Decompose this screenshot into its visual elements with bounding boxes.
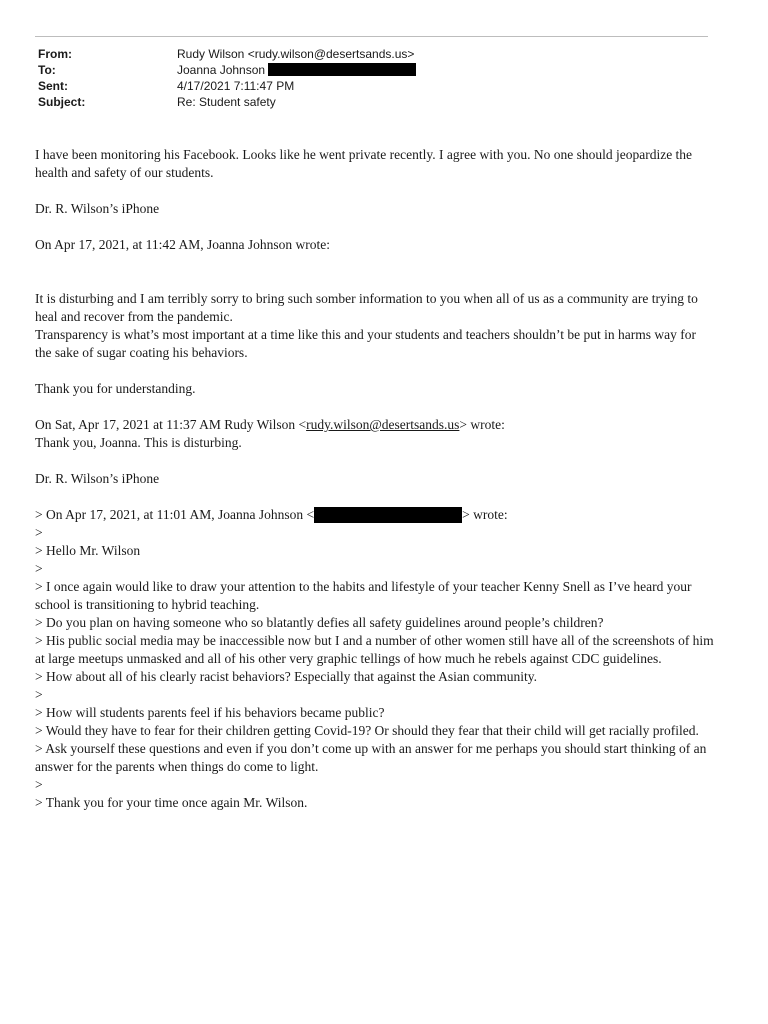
redaction-block: [268, 63, 416, 76]
reply-text: I have been monitoring his Facebook. Looks like he went private recently. I agree with you. No one should jeopardize the health and safety of our students.: [35, 147, 693, 180]
quoted-paragraph-2: Transparency is what’s most important at a time like this and your students and teachers shouldn’t be put in harms way for the sake of sugar coating his behaviors.: [35, 327, 697, 360]
to-value: Joanna Johnson: [177, 63, 266, 77]
subject-label: Subject:: [38, 95, 86, 109]
quoted-line: > Ask yourself these questions and even if you don’t come up with an answer for me perhaps you should start thinking of an answer for the parents when things do come to light.: [35, 741, 707, 774]
quoted-line: > I once again would like to draw your attention to the habits and lifestyle of your teacher Kenny Snell as I’ve heard your school is transitioning to hybrid teaching.: [35, 579, 692, 612]
from-label: From:: [38, 47, 72, 61]
top-divider: [35, 36, 708, 37]
quoted-message: [35, 524, 715, 812]
quoted-line: > Do you plan on having someone who so blatantly defies all safety guidelines around people’s children?: [35, 615, 604, 630]
quoted-line: >: [35, 525, 43, 540]
signature-1: Dr. R. Wilson’s iPhone: [35, 201, 160, 216]
quote-header-2: [35, 416, 715, 434]
quote-header-1: On Apr 17, 2021, at 11:42 AM, Joanna Johnson wrote:: [35, 237, 330, 252]
sent-label: Sent:: [38, 79, 68, 93]
quote-header-2-suffix: > wrote:: [459, 417, 505, 432]
email-link[interactable]: rudy.wilson@desertsands.us: [306, 417, 460, 432]
quote-header-3-suffix: > wrote:: [462, 507, 508, 522]
to-row: [38, 62, 416, 78]
redaction-block: [314, 507, 462, 523]
to-value-wrap: [177, 62, 416, 78]
quote-header-2-prefix: On Sat, Apr 17, 2021 at 11:37 AM Rudy Wilson <: [35, 417, 307, 432]
quoted-line: > How about all of his clearly racist behaviors? Especially that against the Asian community.: [35, 669, 537, 684]
quote-2-text: Thank you, Joanna. This is disturbing.: [35, 435, 242, 450]
quote-header-3: [35, 506, 715, 524]
quoted-line: > His public social media may be inaccessible now but I and a number of other women still have all of the screenshots of him at large meetups unmasked and all of his other very graphic tellings of how much he rebels against CDC guidelines.: [35, 633, 714, 666]
subject-row: [38, 94, 416, 110]
email-header: [38, 46, 416, 110]
to-label: To:: [38, 63, 56, 77]
quoted-line: > Would they have to fear for their children getting Covid-19? Or should they fear that their child will get racially profiled.: [35, 723, 699, 738]
email-body: [35, 146, 715, 812]
quoted-line: > Hello Mr. Wilson: [35, 543, 141, 558]
subject-value: Re: Student safety: [177, 95, 276, 109]
quoted-line: > Thank you for your time once again Mr. Wilson.: [35, 795, 308, 810]
from-row: [38, 46, 416, 62]
quoted-line: > How will students parents feel if his behaviors became public?: [35, 705, 385, 720]
quoted-line: >: [35, 777, 43, 792]
quoted-paragraph-3: Thank you for understanding.: [35, 381, 196, 396]
quoted-line: >: [35, 687, 43, 702]
quoted-line: >: [35, 561, 43, 576]
quote-header-3-prefix: > On Apr 17, 2021, at 11:01 AM, Joanna Johnson <: [35, 507, 315, 522]
quoted-paragraph-1: It is disturbing and I am terribly sorry to bring such somber information to you when all of us as a community are trying to heal and recover from the pandemic.: [35, 291, 698, 324]
signature-2: Dr. R. Wilson’s iPhone: [35, 471, 160, 486]
sent-row: [38, 78, 416, 94]
from-value: Rudy Wilson <rudy.wilson@desertsands.us>: [177, 47, 415, 61]
sent-value: 4/17/2021 7:11:47 PM: [177, 79, 295, 93]
